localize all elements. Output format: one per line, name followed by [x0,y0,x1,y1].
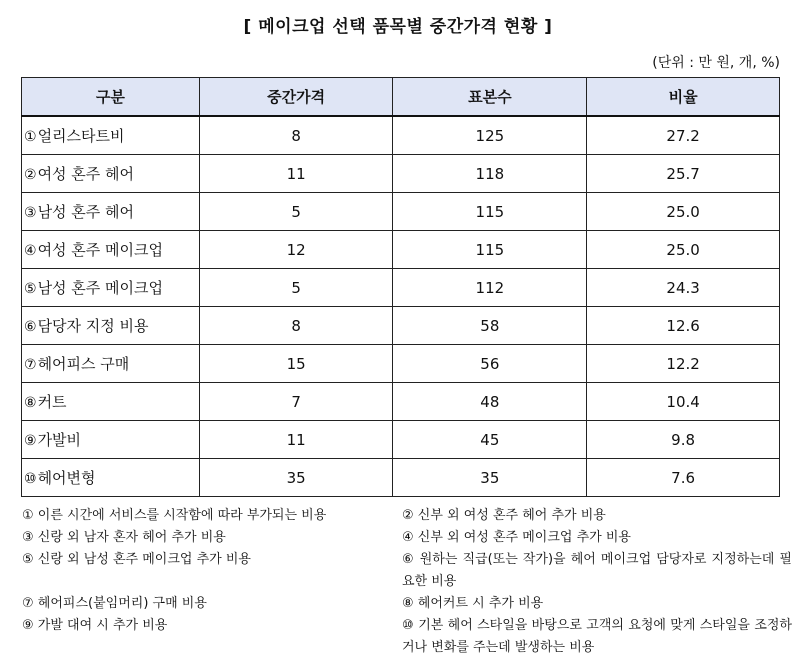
row-ratio: 27.2 [587,116,780,155]
row-price: 7 [199,383,393,421]
row-samples: 56 [393,345,587,383]
table-row [22,116,780,155]
footnote-row [22,615,792,659]
row-samples: 48 [393,383,587,421]
row-price: 35 [199,459,393,497]
table-row [22,459,780,497]
table-row [22,269,780,307]
header-sample-count: 표본수 [393,78,587,117]
row-price: 15 [199,345,393,383]
row-price: 11 [199,155,393,193]
row-samples: 58 [393,307,587,345]
footnote: ③ 신랑 외 남자 혼자 헤어 추가 비용 [22,530,226,545]
row-ratio: 9.8 [587,421,780,459]
footnote-row [22,549,792,593]
footnote: ② 신부 외 여성 혼주 헤어 추가 비용 [402,508,606,523]
row-price: 5 [199,193,393,231]
row-ratio: 12.6 [587,307,780,345]
table-row [22,231,780,269]
row-price: 11 [199,421,393,459]
row-price: 8 [199,116,393,155]
row-ratio: 25.0 [587,193,780,231]
row-ratio: 25.0 [587,231,780,269]
table-row [22,421,780,459]
table-row [22,345,780,383]
row-ratio: 10.4 [587,383,780,421]
row-samples: 118 [393,155,587,193]
footnote: ⑤ 신랑 외 남성 혼주 메이크업 추가 비용 [22,552,251,567]
row-samples: 35 [393,459,587,497]
table-row [22,193,780,231]
row-samples: 45 [393,421,587,459]
row-price: 12 [199,231,393,269]
header-median-price: 중간가격 [199,78,393,117]
row-label: ②여성 혼주 헤어 [22,155,200,193]
unit-note: (단위 : 만 원, 개, %) [652,55,780,71]
footnote: ④ 신부 외 여성 혼주 메이크업 추가 비용 [402,530,631,545]
table-row [22,383,780,421]
footnote: ① 이른 시간에 서비스를 시작함에 따라 부가되는 비용 [22,508,327,523]
footnote: ⑨ 가발 대여 시 추가 비용 [22,618,168,633]
row-samples: 115 [393,193,587,231]
footnote-row [22,527,792,549]
footnote-row [22,593,792,615]
row-label: ⑩헤어변형 [22,459,200,497]
header-ratio: 비율 [587,78,780,117]
row-label: ③남성 혼주 헤어 [22,193,200,231]
row-label: ④여성 혼주 메이크업 [22,231,200,269]
footnotes [22,505,792,659]
row-ratio: 25.7 [587,155,780,193]
footnote: ⑥ 원하는 직급(또는 작가)을 헤어 메이크업 담당자로 지정하는데 필요한 비용 [402,552,792,589]
row-samples: 125 [393,116,587,155]
row-ratio: 24.3 [587,269,780,307]
row-label: ⑥담당자 지정 비용 [22,307,200,345]
footnote: ⑦ 헤어피스(붙임머리) 구매 비용 [22,596,207,611]
footnote-row [22,505,792,527]
row-label: ⑦헤어피스 구매 [22,345,200,383]
page-title: [ 메이크업 선택 품목별 중간가격 현황 ] [243,17,553,37]
row-price: 5 [199,269,393,307]
row-ratio: 7.6 [587,459,780,497]
footnote: ⑩ 기본 헤어 스타일을 바탕으로 고객의 요청에 맞게 스타일을 조정하거나 변화를 주는데 발생하는 비용 [402,618,792,655]
row-label: ⑧커트 [22,383,200,421]
price-table [21,77,780,497]
table-row [22,307,780,345]
footnote: ⑧ 헤어커트 시 추가 비용 [402,596,544,611]
row-ratio: 12.2 [587,345,780,383]
row-label: ①얼리스타트비 [22,116,200,155]
row-samples: 112 [393,269,587,307]
row-label: ⑨가발비 [22,421,200,459]
table-header-row [22,78,780,117]
row-price: 8 [199,307,393,345]
header-category: 구분 [22,78,200,117]
table-row [22,155,780,193]
row-samples: 115 [393,231,587,269]
row-label: ⑤남성 혼주 메이크업 [22,269,200,307]
